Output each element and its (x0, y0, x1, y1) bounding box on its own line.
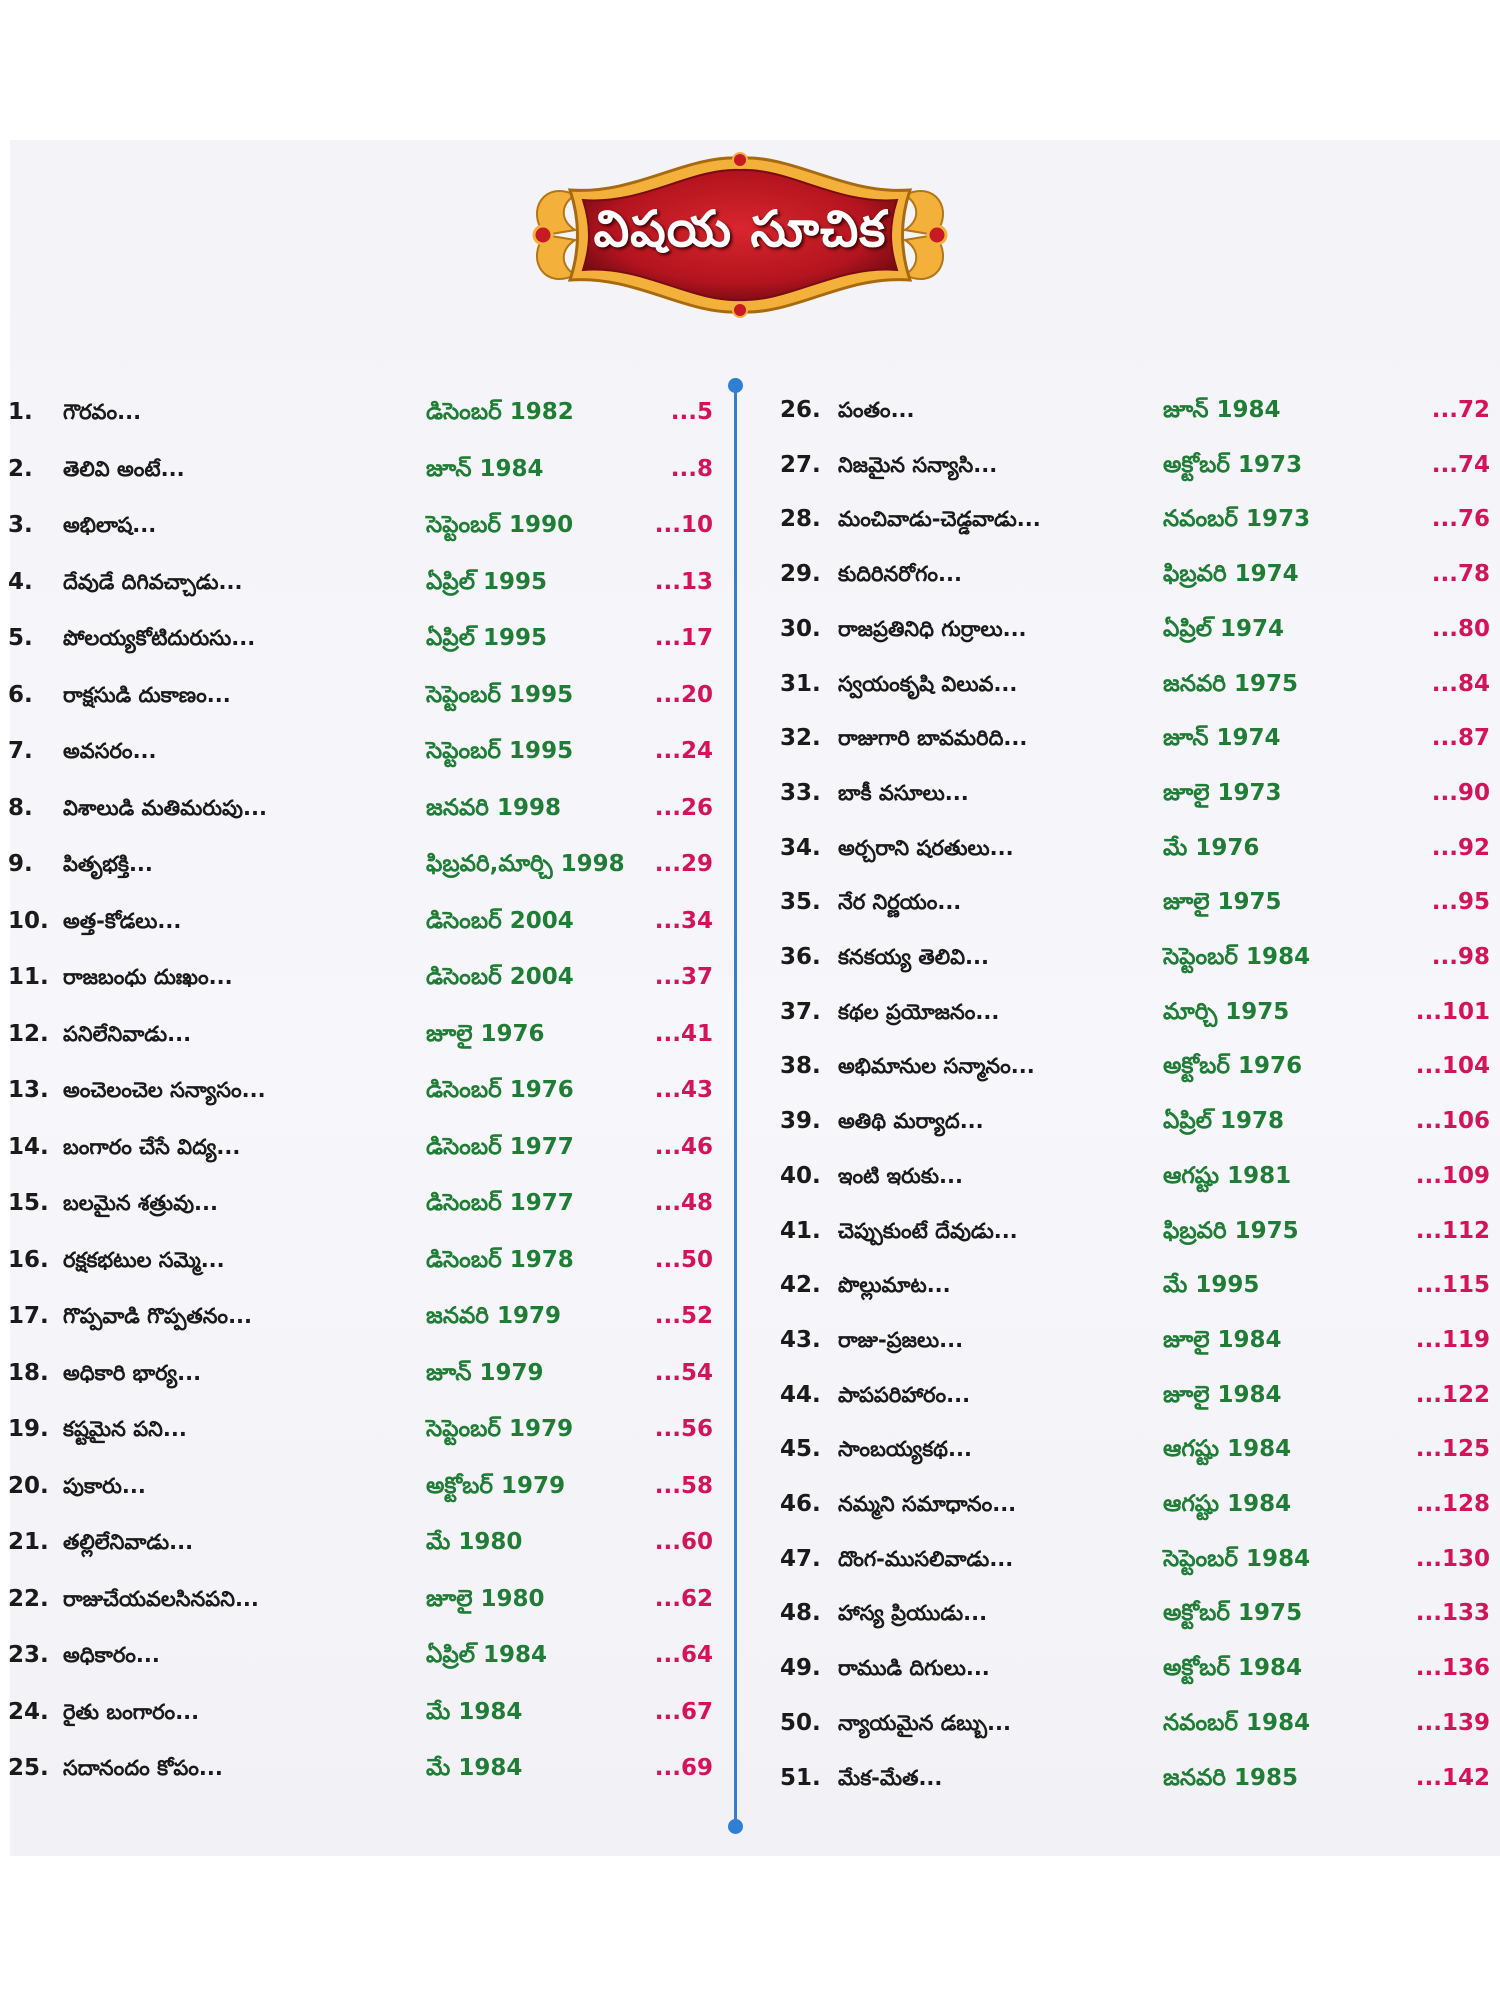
entry-date: జూలై 1980 (426, 1585, 545, 1612)
entry-title: ఇంటి ఇరుకు... (838, 1163, 963, 1188)
entry-number: 40. (780, 1162, 821, 1189)
entry-number: 4. (8, 568, 33, 595)
entry-title: పుకారు... (63, 1473, 146, 1498)
entry-title: స్వయంకృషి విలువ... (838, 671, 1018, 696)
toc-entry (780, 445, 1495, 485)
entry-date: అక్టోబర్ 1973 (1163, 451, 1303, 478)
entry-date: ఆగష్టు 1984 (1163, 1491, 1292, 1517)
entry-title: రాజుచేయవలసినపని... (63, 1586, 259, 1611)
entry-date: జూలై 1973 (1163, 779, 1282, 806)
entry-date: జనవరి 1979 (426, 1303, 561, 1329)
entry-title: హాస్య ప్రియుడు... (838, 1601, 988, 1626)
entry-date: అక్టోబర్ 1976 (1163, 1053, 1303, 1080)
entry-page: ...52 (654, 1303, 713, 1329)
entry-title: పాపపరిహారం... (838, 1382, 971, 1407)
entry-number: 18. (8, 1359, 49, 1386)
entry-number: 20. (8, 1472, 49, 1499)
toc-entry (780, 499, 1495, 539)
toc-entry (780, 1758, 1495, 1798)
toc-entry (780, 828, 1495, 868)
entry-number: 24. (8, 1698, 49, 1725)
entry-title: సదానందం కోపం... (63, 1756, 223, 1780)
toc-entry (780, 1265, 1495, 1305)
entry-date: జూలై 1984 (1163, 1326, 1282, 1353)
entry-title: కష్టమైన పని... (63, 1417, 187, 1441)
entry-number: 8. (8, 794, 33, 821)
toc-entry (8, 901, 728, 941)
entry-title: నిజమైన సన్యాసి... (838, 452, 998, 477)
entry-date: జూన్ 1979 (426, 1359, 544, 1386)
entry-date: డిసెంబర్ 1976 (426, 1077, 574, 1103)
toc-entry (8, 731, 728, 771)
divider-bottom-dot (728, 1819, 743, 1834)
entry-date: నవంబర్ 1973 (1163, 506, 1311, 533)
entry-number: 42. (780, 1272, 821, 1299)
entry-number: 34. (780, 834, 821, 861)
entry-page: ...106 (1415, 1108, 1490, 1135)
entry-title: బంగారం చేసే విద్య... (63, 1134, 241, 1159)
entry-number: 37. (780, 998, 821, 1025)
entry-page: ...90 (1431, 779, 1490, 806)
entry-date: సెప్టెంబర్ 1995 (426, 681, 574, 708)
entry-page: ...43 (654, 1077, 713, 1103)
toc-entry (780, 1211, 1495, 1251)
entry-number: 35. (780, 889, 821, 916)
entry-date: సెప్టెంబర్ 1979 (426, 1416, 574, 1442)
entry-title: అధికారం... (63, 1643, 160, 1667)
entry-page: ...37 (654, 964, 713, 990)
entry-number: 43. (780, 1326, 821, 1353)
entry-date: జనవరి 1975 (1163, 670, 1298, 697)
entry-page: ...109 (1415, 1162, 1490, 1189)
toc-entry (780, 882, 1495, 922)
column-divider (734, 384, 737, 1826)
entry-date: ఏప్రిల్ 1978 (1163, 1108, 1285, 1135)
entry-number: 17. (8, 1303, 49, 1329)
entry-date: అక్టోబర్ 1984 (1163, 1655, 1303, 1682)
entry-page: ...130 (1415, 1545, 1490, 1572)
entry-number: 31. (780, 670, 821, 697)
entry-date: జూన్ 1984 (1163, 397, 1281, 423)
entry-page: ...115 (1415, 1272, 1490, 1299)
entry-number: 1. (8, 399, 33, 425)
entry-date: సెప్టెంబర్ 1984 (1163, 1545, 1311, 1572)
entry-title: పనిలేనివాడు... (63, 1021, 192, 1046)
entry-title: అర్చరాని షరతులు... (838, 835, 1014, 860)
entry-page: ...92 (1431, 834, 1490, 861)
toc-entry (780, 609, 1495, 649)
entry-title: దేవుడే దిగివచ్చాడు... (63, 569, 243, 594)
entry-number: 33. (780, 779, 821, 806)
entry-title: గొప్పవాడి గొప్పతనం... (63, 1304, 253, 1328)
entry-page: ...74 (1431, 451, 1490, 478)
entry-page: ...98 (1431, 944, 1490, 970)
entry-page: ...133 (1415, 1600, 1490, 1627)
entry-page: ...119 (1415, 1326, 1490, 1353)
toc-entry (780, 1648, 1495, 1688)
toc-entry (780, 664, 1495, 704)
entry-number: 48. (780, 1600, 821, 1627)
entry-title: కుదిరినరోగం... (838, 562, 962, 587)
toc-entry (8, 392, 728, 432)
entry-page: ...87 (1431, 725, 1490, 752)
entry-number: 22. (8, 1585, 49, 1612)
entry-title: రైతు బంగారం... (63, 1699, 200, 1724)
entry-number: 19. (8, 1416, 49, 1442)
entry-date: జనవరి 1998 (426, 794, 561, 821)
entry-page: ...29 (654, 851, 713, 877)
entry-number: 30. (780, 615, 821, 642)
entry-date: సెప్టెంబర్ 1995 (426, 738, 574, 764)
entry-date: ఏప్రిల్ 1984 (426, 1642, 548, 1668)
entry-date: మే 1995 (1163, 1272, 1260, 1299)
entry-title: గౌరవం... (63, 400, 142, 424)
toc-entry (8, 618, 728, 658)
entry-title: రక్షకభటుల సమ్మె... (63, 1247, 225, 1272)
toc-entry (780, 718, 1495, 758)
entry-number: 50. (780, 1709, 821, 1736)
entry-number: 11. (8, 964, 49, 990)
entry-title: తల్లిలేనివాడు... (63, 1530, 194, 1554)
entry-number: 49. (780, 1655, 821, 1682)
entry-date: మే 1984 (426, 1755, 523, 1781)
toc-entry (8, 1296, 728, 1336)
entry-date: ఏప్రిల్ 1995 (426, 625, 548, 651)
entry-title: రాజు-ప్రజలు... (838, 1327, 964, 1352)
entry-date: నవంబర్ 1984 (1163, 1709, 1311, 1736)
entry-title: రాజప్రతినిధి గుర్రాలు... (838, 616, 1027, 641)
entry-page: ...48 (654, 1190, 713, 1216)
toc-entry (8, 788, 728, 828)
entry-page: ...72 (1431, 397, 1490, 423)
toc-entry (8, 1014, 728, 1054)
toc-entry (780, 1320, 1495, 1360)
toc-entry (8, 1579, 728, 1619)
entry-title: మేక-మేత... (838, 1765, 943, 1790)
entry-page: ...24 (654, 738, 713, 764)
entry-title: అతిథి మర్యాద... (838, 1109, 984, 1134)
entry-date: డిసెంబర్ 2004 (426, 907, 574, 934)
entry-date: జూన్ 1974 (1163, 725, 1281, 752)
entry-title: అత్త-కోడలు... (63, 908, 182, 933)
toc-entry (780, 390, 1495, 430)
entry-page: ...34 (654, 907, 713, 934)
toc-entry (8, 1692, 728, 1732)
entry-number: 5. (8, 625, 33, 651)
toc-entry (8, 1353, 728, 1393)
entry-number: 38. (780, 1053, 821, 1080)
entry-title: రాక్షసుడి దుకాణం... (63, 682, 231, 707)
toc-entry (780, 937, 1495, 977)
entry-number: 23. (8, 1642, 49, 1668)
entry-date: మే 1984 (426, 1698, 523, 1725)
entry-page: ...76 (1431, 506, 1490, 533)
toc-entry (780, 1046, 1495, 1086)
toc-entry (8, 675, 728, 715)
toc-entry (780, 992, 1495, 1032)
entry-title: నమ్మని సమాధానం... (838, 1492, 1017, 1516)
entry-page: ...78 (1431, 561, 1490, 588)
title-banner (515, 150, 965, 320)
entry-page: ...10 (654, 512, 713, 538)
entry-page: ...13 (654, 568, 713, 595)
entry-number: 2. (8, 455, 33, 482)
toc-entry (8, 1466, 728, 1506)
entry-page: ...95 (1431, 889, 1490, 916)
entry-page: ...142 (1415, 1764, 1490, 1791)
entry-number: 44. (780, 1381, 821, 1408)
entry-page: ...122 (1415, 1381, 1490, 1408)
entry-title: న్యాయమైన డబ్బు... (838, 1710, 1011, 1735)
toc-entry (780, 1101, 1495, 1141)
entry-title: పొల్లుమాట... (838, 1273, 951, 1298)
entry-number: 28. (780, 506, 821, 533)
entry-page: ...50 (654, 1246, 713, 1273)
entry-title: రాజబంధు దుఃఖం... (63, 965, 233, 989)
entry-number: 45. (780, 1436, 821, 1463)
toc-entry (780, 1539, 1495, 1579)
entry-page: ...58 (654, 1472, 713, 1499)
entry-date: డిసెంబర్ 1977 (426, 1133, 574, 1160)
entry-title: రాజుగారి బావమరిది... (838, 726, 1028, 751)
page-title: విషయ సూచిక (593, 199, 887, 258)
entry-page: ...80 (1431, 615, 1490, 642)
entry-page: ...112 (1415, 1217, 1490, 1244)
toc-entry (8, 1635, 728, 1675)
entry-title: విశాలుడి మతిమరుపు... (63, 795, 267, 820)
entry-page: ...8 (670, 455, 713, 482)
entry-page: ...104 (1415, 1053, 1490, 1080)
entry-date: జనవరి 1985 (1163, 1764, 1298, 1791)
entry-title: అభిలాష... (63, 513, 157, 537)
entry-title: అవసరం... (63, 739, 157, 763)
entry-date: ఏప్రిల్ 1974 (1163, 615, 1285, 642)
entry-page: ...125 (1415, 1436, 1490, 1463)
entry-date: అక్టోబర్ 1979 (426, 1472, 566, 1499)
toc-entry (780, 773, 1495, 813)
entry-date: ఫిబ్రవరి 1974 (1163, 561, 1299, 588)
entry-page: ...20 (654, 681, 713, 708)
toc-entry (8, 1183, 728, 1223)
entry-page: ...84 (1431, 670, 1490, 697)
entry-number: 39. (780, 1108, 821, 1135)
toc-entry (780, 1375, 1495, 1415)
entry-title: చెప్పుకుంటే దేవుడు... (838, 1218, 1018, 1243)
entry-number: 3. (8, 512, 33, 538)
toc-entry (8, 1522, 728, 1562)
entry-date: డిసెంబర్ 1977 (426, 1190, 574, 1216)
divider-top-dot (728, 378, 743, 393)
toc-entry (780, 1156, 1495, 1196)
entry-date: ఫిబ్రవరి 1975 (1163, 1217, 1299, 1244)
entry-number: 29. (780, 561, 821, 588)
entry-number: 47. (780, 1545, 821, 1572)
entry-number: 14. (8, 1133, 49, 1160)
entry-date: సెప్టెంబర్ 1984 (1163, 944, 1311, 970)
entry-date: జూలై 1976 (426, 1020, 545, 1047)
entry-page: ...60 (654, 1529, 713, 1555)
entry-number: 9. (8, 851, 33, 877)
entry-number: 6. (8, 681, 33, 708)
entry-page: ...136 (1415, 1655, 1490, 1682)
entry-page: ...67 (654, 1698, 713, 1725)
entry-number: 7. (8, 738, 33, 764)
entry-title: తెలివి అంటే... (63, 456, 185, 481)
entry-date: జూన్ 1984 (426, 455, 544, 482)
entry-date: డిసెంబర్ 1978 (426, 1246, 574, 1273)
entry-page: ...128 (1415, 1491, 1490, 1517)
entry-number: 46. (780, 1491, 821, 1517)
entry-page: ...26 (654, 794, 713, 821)
entry-number: 21. (8, 1529, 49, 1555)
entry-title: అభిమానుల సన్మానం... (838, 1054, 1035, 1079)
entry-date: ఆగష్టు 1981 (1163, 1162, 1292, 1189)
entry-number: 25. (8, 1755, 49, 1781)
entry-number: 12. (8, 1020, 49, 1047)
entry-number: 36. (780, 944, 821, 970)
toc-entry (8, 1409, 728, 1449)
entry-title: సాంబయ్యకథ... (838, 1437, 972, 1462)
entry-page: ...64 (654, 1642, 713, 1668)
entry-page: ...46 (654, 1133, 713, 1160)
toc-entry (8, 449, 728, 489)
toc-entry (8, 1070, 728, 1110)
entry-page: ...62 (654, 1585, 713, 1612)
entry-title: దొంగ-ముసలివాడు... (838, 1546, 1014, 1571)
entry-page: ...56 (654, 1416, 713, 1442)
toc-entry (8, 505, 728, 545)
entry-date: ఆగష్టు 1984 (1163, 1436, 1292, 1463)
entry-page: ...139 (1415, 1709, 1490, 1736)
entry-page: ...69 (654, 1755, 713, 1781)
entry-date: ఫిబ్రవరి,మార్చి 1998 (426, 851, 625, 877)
entry-date: డిసెంబర్ 2004 (426, 964, 574, 990)
entry-number: 26. (780, 397, 821, 423)
toc-entry (8, 1240, 728, 1280)
entry-title: అధికారి భార్య... (63, 1360, 202, 1385)
entry-title: నేర నిర్ణయం... (838, 890, 962, 915)
entry-title: అంచెలంచెల సన్యాసం... (63, 1078, 266, 1102)
toc-entry (780, 1429, 1495, 1469)
toc-entry (8, 1748, 728, 1788)
entry-page: ...5 (670, 399, 713, 425)
entry-number: 10. (8, 907, 49, 934)
entry-title: మంచివాడు-చెడ్డవాడు... (838, 507, 1041, 532)
entry-page: ...101 (1415, 998, 1490, 1025)
entry-date: సెప్టెంబర్ 1990 (426, 512, 574, 538)
toc-entry (8, 562, 728, 602)
entry-title: కథల ప్రయోజనం... (838, 999, 1000, 1024)
toc-entry (8, 844, 728, 884)
entry-number: 15. (8, 1190, 49, 1216)
entry-page: ...54 (654, 1359, 713, 1386)
entry-number: 32. (780, 725, 821, 752)
toc-entry (780, 1484, 1495, 1524)
entry-date: జూలై 1975 (1163, 889, 1282, 916)
entry-title: బలమైన శత్రువు... (63, 1191, 218, 1215)
entry-number: 41. (780, 1217, 821, 1244)
toc-entry (8, 1127, 728, 1167)
entry-date: మే 1980 (426, 1529, 523, 1555)
entry-title: రాముడి దిగులు... (838, 1656, 990, 1681)
entry-date: జూలై 1984 (1163, 1381, 1282, 1408)
entry-title: పితృభక్తి... (63, 852, 153, 876)
entry-title: కనకయ్య తెలివి... (838, 945, 989, 969)
entry-date: అక్టోబర్ 1975 (1163, 1600, 1303, 1627)
entry-number: 13. (8, 1077, 49, 1103)
toc-entry (8, 957, 728, 997)
entry-date: డిసెంబర్ 1982 (426, 399, 574, 425)
entry-page: ...17 (654, 625, 713, 651)
entry-number: 27. (780, 451, 821, 478)
toc-entry (780, 1703, 1495, 1743)
entry-date: మే 1976 (1163, 834, 1260, 861)
entry-date: ఏప్రిల్ 1995 (426, 568, 548, 595)
entry-date: మార్చి 1975 (1163, 998, 1290, 1025)
entry-title: పోలయ్యకోటిదురుసు... (63, 626, 256, 650)
entry-page: ...41 (654, 1020, 713, 1047)
entry-number: 16. (8, 1246, 49, 1273)
entry-title: బాకీ వసూలు... (838, 780, 969, 805)
entry-title: పంతం... (838, 398, 915, 422)
toc-entry (780, 554, 1495, 594)
entry-number: 51. (780, 1764, 821, 1791)
toc-entry (780, 1593, 1495, 1633)
